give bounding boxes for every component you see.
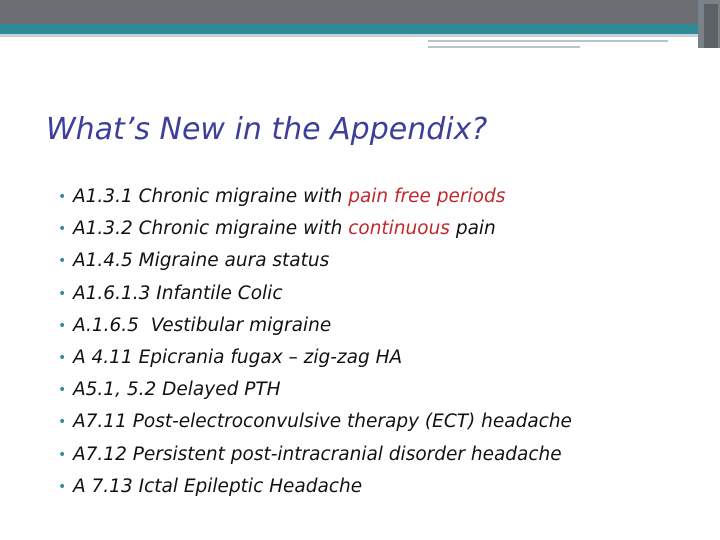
header-rule-segment — [428, 46, 580, 48]
bullet-text: A1.3.2 Chronic migraine with — [73, 218, 349, 240]
bullet-dot-icon: • — [58, 446, 67, 463]
header-rule — [0, 34, 720, 37]
list-item — [50, 213, 670, 245]
bullet-dot-icon: • — [58, 189, 67, 205]
header-accent-band — [0, 24, 720, 34]
header-band — [0, 0, 720, 24]
slide-title: What’s New in the Appendix? — [46, 112, 488, 147]
list-item — [50, 310, 670, 342]
list-item — [50, 342, 670, 374]
bullet-text: A1.3.1 Chronic migraine with — [73, 186, 349, 207]
bullet-dot-icon: • — [58, 478, 67, 495]
list-item — [50, 471, 670, 503]
list-item — [50, 439, 670, 471]
list-item — [50, 374, 670, 406]
bullet-dot-icon: • — [58, 414, 67, 431]
bullet-text: A 7.13 Ictal Epileptic Headache — [73, 475, 363, 497]
bullet-dot-icon: • — [58, 221, 67, 238]
list-item — [50, 278, 670, 310]
list-item — [50, 245, 670, 277]
bullet-dot-icon: • — [58, 253, 67, 270]
list-item — [50, 181, 670, 213]
bullet-text: A1.6.1.3 Infantile Colic — [73, 282, 283, 304]
bullet-text-tail: pain — [449, 218, 496, 240]
bullet-dot-icon: • — [58, 349, 67, 366]
bullet-dot-icon: • — [58, 317, 67, 334]
bullet-text: A5.1, 5.2 Delayed PTH — [73, 379, 281, 401]
corner-block-inner — [704, 4, 718, 48]
list-item — [50, 406, 670, 438]
bullet-dot-icon: • — [58, 285, 67, 302]
bullet-list — [50, 181, 670, 503]
bullet-highlight: continuous — [348, 218, 450, 240]
bullet-text: A7.12 Persistent post-intracranial disorder headache — [73, 443, 562, 465]
bullet-text: A1.4.5 Migraine aura status — [73, 250, 330, 272]
header-rule-segment — [428, 40, 668, 42]
bullet-text: A7.11 Post-electroconvulsive therapy (ECT) headache — [73, 411, 572, 433]
bullet-highlight: pain free periods — [348, 186, 506, 207]
bullet-text: A.1.6.5 Vestibular migraine — [73, 314, 332, 336]
bullet-text: A 4.11 Epicrania fugax – zig-zag HA — [73, 346, 403, 368]
bullet-dot-icon: • — [58, 382, 67, 399]
